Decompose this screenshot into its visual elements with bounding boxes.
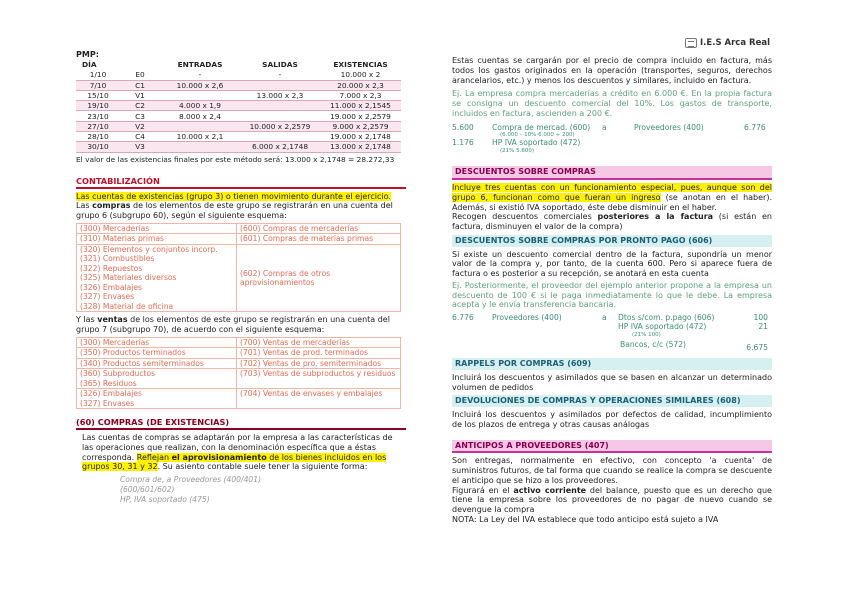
table-cell: (704) Ventas de envases y embalajes	[237, 389, 401, 409]
table-row	[76, 80, 401, 90]
text: (se anotan en el haber). Además, si existió IVA soportado, éste debe disminuir en el haber.	[452, 192, 773, 212]
table-cell: 10.000 x 2	[320, 70, 401, 80]
pronto-pago-ej: Ej. Posteriormente, el proveedor del ejemplo anterior propone a la empresa un descuento de 100 € si le paga inmediatamente lo que le debe. La empresa acepta y le envía transferencia bancaria.	[452, 280, 772, 310]
text: del balance, puesto que es un derecho que tiene la empresa sobre los proveedores de no pagar de nuevo cuando se devengue la compra	[452, 485, 772, 515]
compras-p1	[76, 433, 406, 472]
table-cell: (300) Mercaderías	[77, 337, 237, 347]
ventas-accounts-table	[76, 337, 401, 409]
text: . Su asiento contable suele tener la siguiente forma:	[157, 462, 368, 472]
compras-accounts-table	[76, 223, 401, 312]
right-ej1: Ej. La empresa compra mercaderías a crédito en 6.000 €. En la propia factura se consigna un descuento comercial del 10%. Los gastos de transporte, incluidos en factura, ascienden a 200 €.	[452, 89, 772, 118]
text: Las	[76, 201, 93, 211]
table-row	[76, 121, 401, 131]
text: 1.176	[452, 138, 474, 148]
table-cell: 7/10	[76, 80, 120, 90]
table-cell	[240, 111, 320, 121]
table-row	[77, 348, 401, 358]
text: Recogen descuentos comerciales	[452, 212, 598, 222]
contab-p2	[76, 315, 406, 335]
text: Bancos, c/c (572)	[620, 340, 687, 350]
text: Compra de, a Proveedores (400/401)	[120, 475, 262, 485]
table-cell: 6.000 x 2,1748	[240, 142, 320, 152]
table-cell: 9.000 x 2,2579	[320, 121, 401, 131]
text: (600/601/602)	[120, 485, 175, 495]
text-highlight: de los bienes incluidos en los grupos 30, 31 y 32	[82, 452, 387, 472]
compras-asiento	[76, 475, 406, 505]
table-cell	[237, 234, 401, 244]
table-cell: 11.000 x 2,1545	[320, 101, 401, 111]
table-cell: (360) Subproductos (365) Residuos	[77, 369, 237, 389]
table-cell	[160, 142, 240, 152]
text: (321) Combustibles	[80, 254, 155, 264]
text: 5.600	[452, 122, 474, 132]
text-bold: compras	[92, 201, 131, 211]
table-cell: 28/10	[76, 132, 120, 142]
pmp-header	[120, 60, 160, 70]
text: 100	[753, 313, 768, 323]
contab-p1-highlight: Las cuentas de existencias (grupo 3) o tienen movimiento durante el ejercicio.	[76, 191, 391, 201]
text: Figurará en el	[452, 485, 514, 495]
table-cell: 4.000 x 1,9	[160, 101, 240, 111]
table-cell: 13.000 x 2,3	[240, 90, 320, 100]
text: HP IVA soportado (472)	[492, 138, 581, 148]
table-cell: C1	[120, 80, 160, 90]
table-cell: -	[160, 70, 240, 80]
table-cell: 15/10	[76, 90, 120, 100]
text: (328) Material de oficina	[80, 301, 174, 311]
table-cell: C2	[120, 101, 160, 111]
text-highlight: el aprovisionamiento	[171, 452, 267, 462]
rappels-p: Incluirá los descuentos y asimilados que se basen en alcanzar un determinado volumen de pedidos	[452, 372, 772, 392]
text: (320) Elementos y conjuntos incorp.	[80, 244, 218, 254]
table-cell: (701) Ventas de prod. terminados	[237, 348, 401, 358]
table-row	[77, 369, 401, 389]
table-cell: 10.000 x 2,2579	[240, 121, 320, 131]
descuentos-p2	[452, 212, 772, 232]
text: 6.675	[746, 343, 768, 353]
text-bold: posteriores a la factura	[597, 212, 714, 222]
table-row	[76, 111, 401, 121]
table-cell: (340) Productos semiterminados	[77, 358, 237, 368]
table-cell	[240, 132, 320, 142]
rappels-title: RAPPELS POR COMPRAS (609)	[452, 358, 772, 370]
anticipos-p1: Son entregas, normalmente en efectivo, con concepto 'a cuenta' de suministros futuros, de tal forma que cuando se realice la compra se descuente el anticipo que se hizo a los proveedores.	[452, 456, 772, 485]
table-row	[76, 101, 401, 111]
compras-title: (60) COMPRAS (DE EXISTENCIAS)	[76, 417, 406, 430]
asiento-line-1	[452, 123, 772, 132]
table-cell: (703) Ventas de subproductos y residuos	[237, 369, 401, 389]
text: HP, IVA soportado (475)	[120, 494, 210, 504]
text: Compra de mercad. (600)	[492, 122, 591, 132]
anticipos-p3: NOTA: La Ley del IVA establece que todo anticipo está sujeto a IVA	[452, 514, 719, 524]
text-highlight: Reflejan	[136, 452, 172, 462]
pmp-table	[76, 60, 401, 153]
devoluciones-title: DEVOLUCIONES DE COMPRAS Y OPERACIONES SIMILARES (608)	[452, 395, 772, 407]
table-cell: V2	[120, 121, 160, 131]
contab-p1	[76, 192, 406, 221]
table-row	[76, 90, 401, 100]
left-column	[76, 50, 406, 505]
text-highlight: Incluye tres cuentas con un funcionamiento especial, pues, aunque son del grupo 6, funcionan como que fueran un ingreso	[452, 183, 772, 202]
text: HP IVA soportado (472)	[618, 322, 707, 332]
table-cell: (702) Ventas de pro. semiterminados	[237, 358, 401, 368]
text: 6.776	[452, 313, 474, 323]
table-cell	[77, 244, 237, 311]
text: (326) Embalajes	[80, 282, 143, 292]
table-row	[77, 358, 401, 368]
text: (602) Compras de otros aprovisionamientos	[240, 268, 331, 288]
table-cell	[77, 234, 237, 244]
pmp-total: El valor de las existencias finales por este método será: 13.000 x 2,1748 = 28.272,33	[76, 154, 395, 164]
table-cell: 20.000 x 2,3	[320, 80, 401, 90]
logo-text: I.E.S Arca Real	[700, 38, 770, 48]
table-cell: E0	[120, 70, 160, 80]
text: Proveedores (400)	[634, 122, 704, 132]
table-cell: (326) Embalajes (327) Envases	[77, 389, 237, 409]
devoluciones-p: Incluirá los descuentos y asimilados por defectos de calidad, incumplimiento de los plazos de entrega y otras causas análogas	[452, 410, 772, 429]
contab-title: CONTABILIZACIÓN	[76, 176, 406, 189]
pronto-pago-title: DESCUENTOS SOBRE COMPRAS POR PRONTO PAGO (606)	[452, 235, 772, 247]
table-cell	[77, 223, 237, 233]
table-cell: 27/10	[76, 121, 120, 131]
pmp-header: SALIDAS	[262, 60, 298, 70]
table-row	[76, 142, 401, 152]
pmp-header-row	[76, 60, 401, 70]
descuentos-title: DESCUENTOS SOBRE COMPRAS	[452, 166, 772, 180]
text: (327) Envases	[80, 292, 135, 302]
table-cell: 23/10	[76, 111, 120, 121]
pmp-header: ENTRADAS	[177, 60, 223, 70]
text: 6.776	[744, 122, 766, 132]
pmp-label: PMP:	[76, 50, 99, 59]
text: Dtos s/com. p.pago (606)	[618, 313, 715, 323]
table-cell: C4	[120, 132, 160, 142]
table-cell: C3	[120, 111, 160, 121]
descuentos-p1	[452, 183, 772, 212]
table-cell	[160, 121, 240, 131]
text: (600) Compras de mercaderías	[240, 223, 359, 233]
table-cell: -	[240, 70, 320, 80]
anticipos-title: ANTICIPOS A PROVEEDORES (407)	[452, 440, 772, 454]
text: (601) Compras de materias primas	[240, 234, 374, 244]
text: (322) Repuestos	[80, 263, 143, 273]
text: de los elementos de este grupo se registrarán en una cuenta del grupo 7 (subgrupo 70), de acuerdo con el siguiente esquema:	[76, 315, 390, 335]
asiento-pronto-pago	[452, 313, 772, 355]
table-cell: 7.000 x 2,3	[320, 90, 401, 100]
text: (21% 100)	[632, 332, 661, 339]
text: (si están en factura, disminuyen el valor de la compra)	[452, 212, 772, 232]
book-icon	[685, 38, 697, 48]
table-cell: 19/10	[76, 101, 120, 111]
table-cell	[160, 90, 240, 100]
text: Proveedores (400)	[492, 313, 562, 323]
pmp-header: DÍA	[82, 60, 97, 70]
asiento-note-2: (21% 5.600)	[500, 147, 535, 154]
text: (325) Materiales diversos	[80, 273, 177, 283]
table-cell: 19.000 x 2,1748	[320, 132, 401, 142]
table-row	[77, 389, 401, 409]
table-cell	[240, 80, 320, 90]
pronto-pago-p1: Si existe un descuento comercial dentro de la factura, supondría un menor valor de la compra y, por tanto, de la cuenta 600. Pero si aparece fuera de factura o es posterior a su recepción, se anotará en esta cuenta	[452, 249, 772, 279]
table-cell: 30/10	[76, 142, 120, 152]
anticipos-p2	[452, 486, 772, 515]
table-cell: 19.000 x 2,2579	[320, 111, 401, 121]
table-cell: 10.000 x 2,1	[160, 132, 240, 142]
table-cell	[240, 101, 320, 111]
table-row	[76, 70, 401, 80]
text: 21	[758, 322, 768, 332]
table-row	[77, 337, 401, 347]
text: de los elementos de este grupo se registrarán en una cuenta del grupo 6 (subgrupo 60), según el siguiente esquema:	[76, 201, 393, 221]
table-cell: 8.000 x 2,4	[160, 111, 240, 121]
pmp-header: EXISTENCIAS	[333, 60, 388, 70]
text-bold: activo corriente	[513, 485, 587, 495]
table-cell: (700) Ventas de mercaderías	[237, 337, 401, 347]
table-cell: V3	[120, 142, 160, 152]
text: a	[602, 122, 607, 132]
asiento-line-2	[452, 138, 772, 147]
text: Las cuentas de compras se adaptarán por la empresa a las características de las operaciones que realizan, con la denominación específica que a éstas corresponda.	[82, 433, 393, 462]
text: Y las	[76, 315, 98, 325]
text: (310) Materias primas	[80, 234, 165, 244]
table-cell	[237, 223, 401, 233]
table-cell: (350) Productos terminados	[77, 348, 237, 358]
school-logo	[685, 38, 770, 48]
table-cell: 10.000 x 2,6	[160, 80, 240, 90]
table-cell	[237, 244, 401, 311]
right-column	[452, 56, 772, 525]
table-cell: 13.000 x 2,1748	[320, 142, 401, 152]
text: a	[602, 313, 607, 323]
text: (300) Mercaderías	[80, 223, 150, 233]
table-cell: 1/10	[76, 70, 120, 80]
table-cell: V1	[120, 90, 160, 100]
right-p1: Estas cuentas se cargarán por el precio de compra incluido en factura, más todos los gastos originados en la operación (transportes, seguros, derechos arancelarios, etc.) y menos los descuentos y similares, incluido en factura.	[452, 56, 772, 85]
asiento-note-1: (6.000 – 10%·6.000 + 200)	[500, 131, 575, 138]
table-row	[76, 132, 401, 142]
text-bold: ventas	[97, 315, 128, 325]
